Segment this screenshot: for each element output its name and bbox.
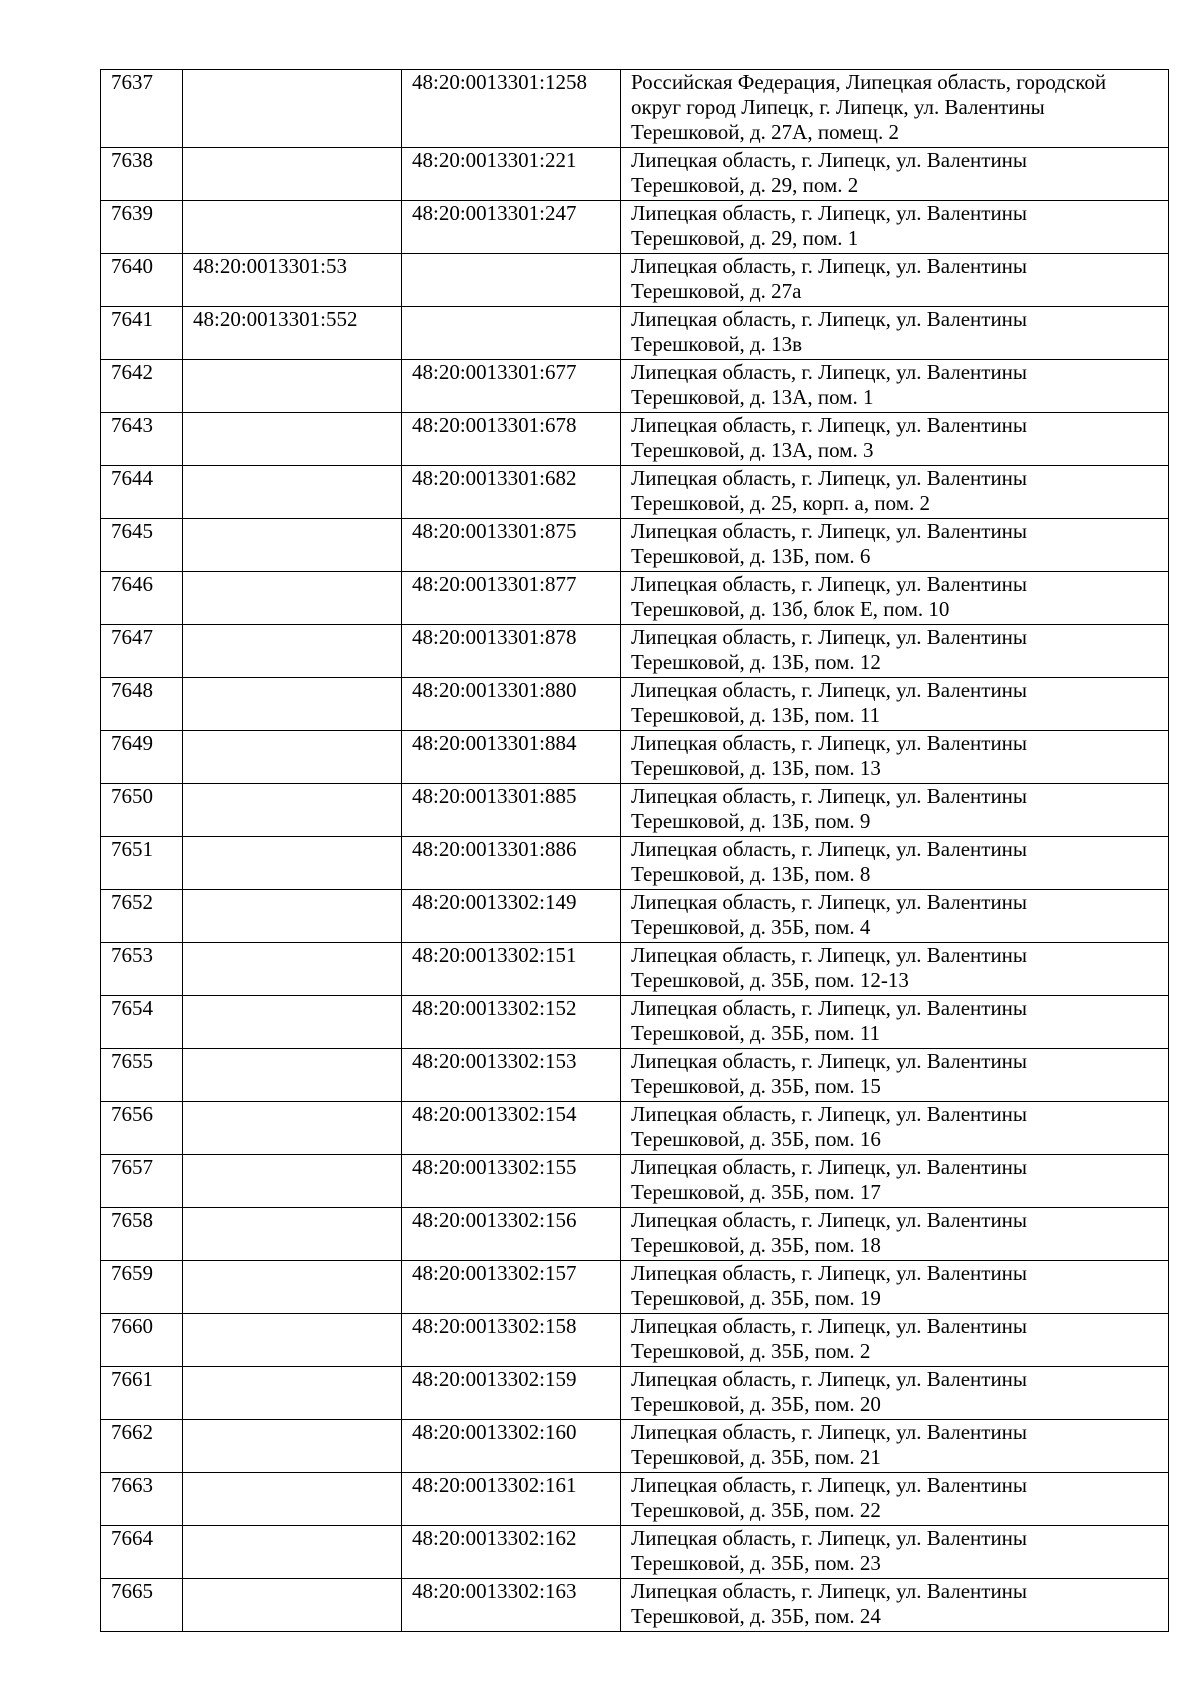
row-number-cell: 7651 <box>101 837 183 890</box>
land-cadastral-cell: 48:20:0013301:552 <box>183 307 402 360</box>
table-row <box>101 148 1169 201</box>
address-line: Терешковой, д. 35Б, пом. 11 <box>631 1021 881 1045</box>
address-line: Терешковой, д. 13А, пом. 3 <box>631 438 874 462</box>
table-row <box>101 837 1169 890</box>
address-line: Липецкая область, г. Липецк, ул. Валентины <box>631 466 1028 490</box>
row-number-cell: 7652 <box>101 890 183 943</box>
land-cadastral-cell: 48:20:0013301:53 <box>183 254 402 307</box>
address-cell <box>621 1314 1169 1367</box>
table-row <box>101 201 1169 254</box>
object-cadastral-cell: 48:20:0013301:678 <box>402 413 621 466</box>
land-cadastral-cell <box>183 201 402 254</box>
address-line: Липецкая область, г. Липецк, ул. Валентины <box>631 307 1028 331</box>
address-line: Липецкая область, г. Липецк, ул. Валентины <box>631 731 1028 755</box>
address-cell <box>621 1420 1169 1473</box>
row-number-cell: 7643 <box>101 413 183 466</box>
object-cadastral-cell: 48:20:0013301:884 <box>402 731 621 784</box>
table-row <box>101 1579 1169 1632</box>
address-line: Липецкая область, г. Липецк, ул. Валентины <box>631 1208 1028 1232</box>
row-number-cell: 7642 <box>101 360 183 413</box>
land-cadastral-cell <box>183 519 402 572</box>
row-number-cell: 7660 <box>101 1314 183 1367</box>
land-cadastral-cell <box>183 1102 402 1155</box>
address-line: Липецкая область, г. Липецк, ул. Валентины <box>631 678 1028 702</box>
address-line: Липецкая область, г. Липецк, ул. Валентины <box>631 519 1028 543</box>
address-line: Терешковой, д. 35Б, пом. 4 <box>631 915 871 939</box>
address-cell <box>621 1526 1169 1579</box>
object-cadastral-cell: 48:20:0013302:149 <box>402 890 621 943</box>
object-cadastral-cell: 48:20:0013302:159 <box>402 1367 621 1420</box>
row-number-cell: 7647 <box>101 625 183 678</box>
address-line: Липецкая область, г. Липецк, ул. Валентины <box>631 1102 1028 1126</box>
table-row <box>101 996 1169 1049</box>
object-cadastral-cell: 48:20:0013301:885 <box>402 784 621 837</box>
land-cadastral-cell <box>183 1261 402 1314</box>
address-line: Терешковой, д. 13в <box>631 332 803 356</box>
address-cell <box>621 1208 1169 1261</box>
address-line: Липецкая область, г. Липецк, ул. Валентины <box>631 148 1028 172</box>
land-cadastral-cell <box>183 1049 402 1102</box>
row-number-cell: 7661 <box>101 1367 183 1420</box>
land-cadastral-cell <box>183 360 402 413</box>
table-row <box>101 1155 1169 1208</box>
address-line: Липецкая область, г. Липецк, ул. Валентины <box>631 1473 1028 1497</box>
table-row <box>101 360 1169 413</box>
address-line: Липецкая область, г. Липецк, ул. Валентины <box>631 784 1028 808</box>
address-cell <box>621 1049 1169 1102</box>
table-row <box>101 1102 1169 1155</box>
address-cell <box>621 1102 1169 1155</box>
row-number-cell: 7645 <box>101 519 183 572</box>
land-cadastral-cell <box>183 1155 402 1208</box>
address-line: Терешковой, д. 35Б, пом. 16 <box>631 1127 881 1151</box>
table-row <box>101 1367 1169 1420</box>
address-cell <box>621 625 1169 678</box>
address-line: Терешковой, д. 13б, блок Е, пом. 10 <box>631 597 950 621</box>
address-cell <box>621 1473 1169 1526</box>
land-cadastral-cell <box>183 572 402 625</box>
address-line: Липецкая область, г. Липецк, ул. Валентины <box>631 625 1028 649</box>
address-line: Терешковой, д. 35Б, пом. 2 <box>631 1339 871 1363</box>
object-cadastral-cell: 48:20:0013302:163 <box>402 1579 621 1632</box>
address-line: Терешковой, д. 25, корп. а, пом. 2 <box>631 491 930 515</box>
address-cell <box>621 201 1169 254</box>
object-cadastral-cell: 48:20:0013301:886 <box>402 837 621 890</box>
address-line: Терешковой, д. 13Б, пом. 12 <box>631 650 881 674</box>
address-line: Терешковой, д. 27А, помещ. 2 <box>631 120 899 144</box>
table-row <box>101 519 1169 572</box>
address-line: Липецкая область, г. Липецк, ул. Валентины <box>631 996 1028 1020</box>
address-cell <box>621 466 1169 519</box>
address-cell <box>621 1579 1169 1632</box>
table-row <box>101 1049 1169 1102</box>
land-cadastral-cell <box>183 70 402 148</box>
cadastral-table <box>100 69 1169 1632</box>
land-cadastral-cell <box>183 678 402 731</box>
row-number-cell: 7656 <box>101 1102 183 1155</box>
address-line: Липецкая область, г. Липецк, ул. Валентины <box>631 1526 1028 1550</box>
row-number-cell: 7659 <box>101 1261 183 1314</box>
object-cadastral-cell: 48:20:0013302:154 <box>402 1102 621 1155</box>
object-cadastral-cell: 48:20:0013302:162 <box>402 1526 621 1579</box>
address-cell <box>621 1367 1169 1420</box>
address-line: Терешковой, д. 35Б, пом. 22 <box>631 1498 881 1522</box>
row-number-cell: 7665 <box>101 1579 183 1632</box>
address-line: Терешковой, д. 27а <box>631 279 802 303</box>
table-row <box>101 466 1169 519</box>
address-cell <box>621 678 1169 731</box>
land-cadastral-cell <box>183 625 402 678</box>
address-line: Терешковой, д. 13Б, пом. 11 <box>631 703 881 727</box>
row-number-cell: 7664 <box>101 1526 183 1579</box>
address-line: Терешковой, д. 13Б, пом. 13 <box>631 756 881 780</box>
address-line: Терешковой, д. 35Б, пом. 20 <box>631 1392 881 1416</box>
land-cadastral-cell <box>183 1526 402 1579</box>
address-line: Терешковой, д. 35Б, пом. 24 <box>631 1604 881 1628</box>
table-row <box>101 572 1169 625</box>
address-line: Терешковой, д. 35Б, пом. 15 <box>631 1074 881 1098</box>
address-line: Терешковой, д. 35Б, пом. 23 <box>631 1551 881 1575</box>
address-line: Липецкая область, г. Липецк, ул. Валентины <box>631 1367 1028 1391</box>
table-row <box>101 413 1169 466</box>
address-line: Терешковой, д. 13Б, пом. 9 <box>631 809 871 833</box>
address-cell <box>621 413 1169 466</box>
address-line: Липецкая область, г. Липецк, ул. Валентины <box>631 1420 1028 1444</box>
row-number-cell: 7648 <box>101 678 183 731</box>
object-cadastral-cell: 48:20:0013301:247 <box>402 201 621 254</box>
address-line: Липецкая область, г. Липецк, ул. Валентины <box>631 943 1028 967</box>
table-row <box>101 943 1169 996</box>
table-row <box>101 678 1169 731</box>
address-line: Терешковой, д. 29, пом. 1 <box>631 226 859 250</box>
address-line: Липецкая область, г. Липецк, ул. Валентины <box>631 1155 1028 1179</box>
land-cadastral-cell <box>183 731 402 784</box>
address-cell <box>621 731 1169 784</box>
address-cell <box>621 70 1169 148</box>
object-cadastral-cell <box>402 307 621 360</box>
land-cadastral-cell <box>183 1208 402 1261</box>
table-row <box>101 1473 1169 1526</box>
address-line: Липецкая область, г. Липецк, ул. Валентины <box>631 1579 1028 1603</box>
row-number-cell: 7662 <box>101 1420 183 1473</box>
table-row <box>101 1314 1169 1367</box>
table-row <box>101 70 1169 148</box>
row-number-cell: 7657 <box>101 1155 183 1208</box>
object-cadastral-cell: 48:20:0013301:677 <box>402 360 621 413</box>
land-cadastral-cell <box>183 890 402 943</box>
table-row <box>101 731 1169 784</box>
address-cell <box>621 519 1169 572</box>
object-cadastral-cell: 48:20:0013301:880 <box>402 678 621 731</box>
row-number-cell: 7655 <box>101 1049 183 1102</box>
object-cadastral-cell: 48:20:0013301:878 <box>402 625 621 678</box>
row-number-cell: 7663 <box>101 1473 183 1526</box>
address-cell <box>621 254 1169 307</box>
address-line: Терешковой, д. 35Б, пом. 18 <box>631 1233 881 1257</box>
row-number-cell: 7637 <box>101 70 183 148</box>
table-row <box>101 307 1169 360</box>
address-line: Терешковой, д. 35Б, пом. 12-13 <box>631 968 909 992</box>
address-line: Терешковой, д. 35Б, пом. 21 <box>631 1445 881 1469</box>
row-number-cell: 7654 <box>101 996 183 1049</box>
object-cadastral-cell: 48:20:0013301:682 <box>402 466 621 519</box>
address-cell <box>621 148 1169 201</box>
land-cadastral-cell <box>183 1314 402 1367</box>
address-cell <box>621 572 1169 625</box>
table-row <box>101 1420 1169 1473</box>
address-line: Липецкая область, г. Липецк, ул. Валентины <box>631 201 1028 225</box>
table-body <box>101 70 1169 1632</box>
row-number-cell: 7658 <box>101 1208 183 1261</box>
table-row <box>101 784 1169 837</box>
object-cadastral-cell: 48:20:0013302:156 <box>402 1208 621 1261</box>
address-cell <box>621 890 1169 943</box>
object-cadastral-cell: 48:20:0013302:152 <box>402 996 621 1049</box>
land-cadastral-cell <box>183 943 402 996</box>
row-number-cell: 7653 <box>101 943 183 996</box>
address-line: Терешковой, д. 13А, пом. 1 <box>631 385 874 409</box>
object-cadastral-cell: 48:20:0013302:157 <box>402 1261 621 1314</box>
table-row <box>101 890 1169 943</box>
land-cadastral-cell <box>183 148 402 201</box>
address-line: Терешковой, д. 29, пом. 2 <box>631 173 859 197</box>
address-cell <box>621 837 1169 890</box>
address-line: Липецкая область, г. Липецк, ул. Валентины <box>631 837 1028 861</box>
address-line: Терешковой, д. 35Б, пом. 17 <box>631 1180 881 1204</box>
object-cadastral-cell: 48:20:0013301:875 <box>402 519 621 572</box>
object-cadastral-cell: 48:20:0013302:153 <box>402 1049 621 1102</box>
object-cadastral-cell: 48:20:0013301:877 <box>402 572 621 625</box>
address-cell <box>621 996 1169 1049</box>
table-row <box>101 1208 1169 1261</box>
row-number-cell: 7640 <box>101 254 183 307</box>
table-row <box>101 254 1169 307</box>
land-cadastral-cell <box>183 784 402 837</box>
address-cell <box>621 307 1169 360</box>
address-line: Липецкая область, г. Липецк, ул. Валентины <box>631 1314 1028 1338</box>
address-line: Липецкая область, г. Липецк, ул. Валентины <box>631 413 1028 437</box>
object-cadastral-cell: 48:20:0013302:161 <box>402 1473 621 1526</box>
land-cadastral-cell <box>183 1367 402 1420</box>
address-line: Липецкая область, г. Липецк, ул. Валентины <box>631 890 1028 914</box>
address-line: Липецкая область, г. Липецк, ул. Валентины <box>631 360 1028 384</box>
address-line: Липецкая область, г. Липецк, ул. Валентины <box>631 254 1028 278</box>
land-cadastral-cell <box>183 466 402 519</box>
address-line: Терешковой, д. 35Б, пом. 19 <box>631 1286 881 1310</box>
object-cadastral-cell: 48:20:0013302:155 <box>402 1155 621 1208</box>
row-number-cell: 7649 <box>101 731 183 784</box>
row-number-cell: 7650 <box>101 784 183 837</box>
address-line: округ город Липецк, г. Липецк, ул. Валентины <box>631 95 1045 119</box>
address-line: Липецкая область, г. Липецк, ул. Валентины <box>631 1049 1028 1073</box>
land-cadastral-cell <box>183 1420 402 1473</box>
table-row <box>101 1261 1169 1314</box>
row-number-cell: 7639 <box>101 201 183 254</box>
land-cadastral-cell <box>183 1473 402 1526</box>
address-cell <box>621 1261 1169 1314</box>
address-line: Терешковой, д. 13Б, пом. 6 <box>631 544 871 568</box>
object-cadastral-cell: 48:20:0013302:160 <box>402 1420 621 1473</box>
land-cadastral-cell <box>183 413 402 466</box>
address-line: Российская Федерация, Липецкая область, городской <box>631 70 1107 94</box>
land-cadastral-cell <box>183 996 402 1049</box>
object-cadastral-cell: 48:20:0013302:151 <box>402 943 621 996</box>
row-number-cell: 7638 <box>101 148 183 201</box>
land-cadastral-cell <box>183 837 402 890</box>
row-number-cell: 7646 <box>101 572 183 625</box>
object-cadastral-cell: 48:20:0013301:1258 <box>402 70 621 148</box>
land-cadastral-cell <box>183 1579 402 1632</box>
address-cell <box>621 784 1169 837</box>
object-cadastral-cell <box>402 254 621 307</box>
address-cell <box>621 1155 1169 1208</box>
address-line: Липецкая область, г. Липецк, ул. Валентины <box>631 1261 1028 1285</box>
row-number-cell: 7644 <box>101 466 183 519</box>
table-row <box>101 625 1169 678</box>
address-cell <box>621 360 1169 413</box>
object-cadastral-cell: 48:20:0013302:158 <box>402 1314 621 1367</box>
address-line: Терешковой, д. 13Б, пом. 8 <box>631 862 871 886</box>
table-row <box>101 1526 1169 1579</box>
row-number-cell: 7641 <box>101 307 183 360</box>
object-cadastral-cell: 48:20:0013301:221 <box>402 148 621 201</box>
address-cell <box>621 943 1169 996</box>
address-line: Липецкая область, г. Липецк, ул. Валентины <box>631 572 1028 596</box>
